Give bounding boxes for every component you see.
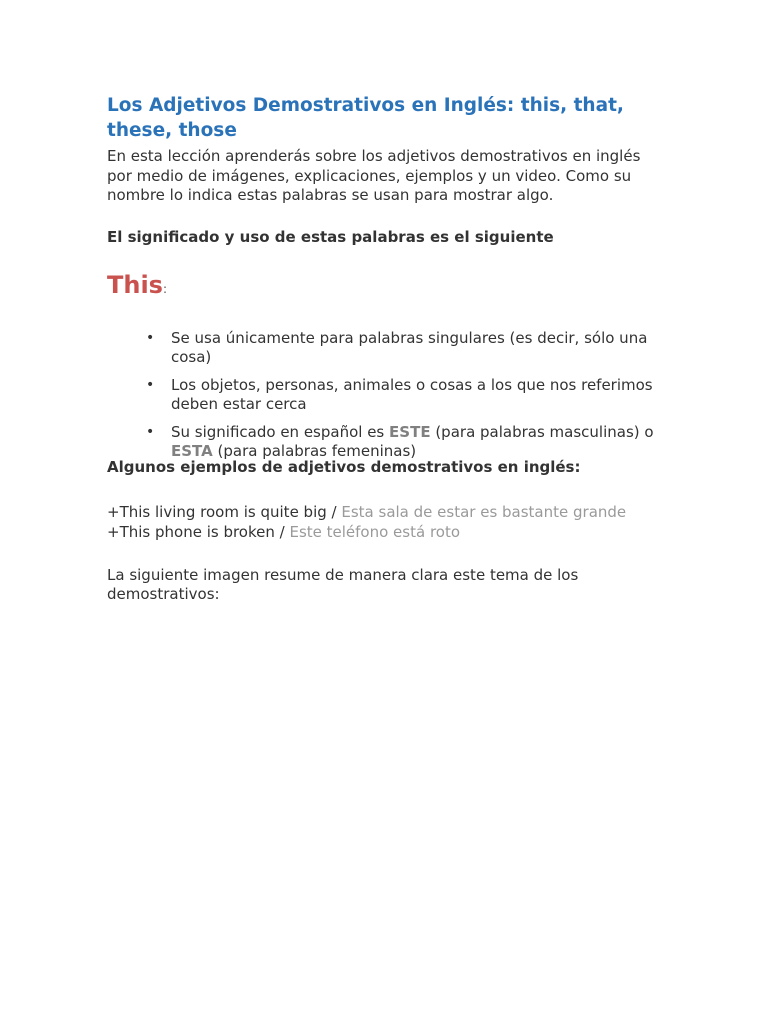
list-item-text: Los objetos, personas, animales o cosas a los que nos referimos deben estar cerca bbox=[171, 375, 653, 413]
example-translation: Esta sala de estar es bastante grande bbox=[341, 502, 627, 521]
document-page bbox=[107, 93, 667, 605]
list-item bbox=[107, 376, 667, 414]
list-item-text-suffix: (para palabras femeninas) bbox=[212, 441, 417, 460]
page-title: Los Adjetivos Demostrativos en Inglés: this, that, these, those bbox=[107, 95, 624, 141]
intro-paragraph: En esta lección aprenderás sobre los adjetivos demostrativos en inglés por medio de imágenes, explicaciones, ejemplos y un video. Como su nombre lo indica estas palabras se usan para mostrar algo. bbox=[107, 147, 641, 204]
list-item-text-prefix: Su significado en español es bbox=[171, 422, 390, 441]
example-english: +This phone is broken / bbox=[107, 522, 290, 541]
list-item bbox=[107, 329, 667, 367]
example-translation: Este teléfono está roto bbox=[289, 522, 461, 541]
example-line bbox=[107, 502, 667, 522]
list-item bbox=[107, 423, 667, 461]
this-heading-colon: : bbox=[162, 281, 168, 296]
section-subheading: El significado y uso de estas palabras es el siguiente bbox=[107, 227, 554, 246]
this-heading-word: This bbox=[107, 270, 163, 299]
this-usage-list bbox=[107, 329, 667, 461]
bullet-icon: • bbox=[146, 423, 155, 440]
list-item-text: Se usa únicamente para palabras singulares (es decir, sólo una cosa) bbox=[171, 328, 648, 366]
examples-block bbox=[107, 502, 667, 542]
example-line bbox=[107, 522, 667, 542]
highlight-esta: ESTA bbox=[171, 441, 213, 460]
highlight-este: ESTE bbox=[389, 422, 431, 441]
list-item-text-mid: (para palabras masculinas) o bbox=[430, 422, 654, 441]
bullet-icon: • bbox=[146, 329, 155, 346]
examples-heading: Algunos ejemplos de adjetivos demostrativos en inglés: bbox=[107, 457, 581, 476]
summary-paragraph: La siguiente imagen resume de manera clara este tema de los demostrativos: bbox=[107, 565, 579, 603]
example-english: +This living room is quite big / bbox=[107, 502, 342, 521]
bullet-icon: • bbox=[146, 376, 155, 393]
this-heading bbox=[107, 270, 667, 304]
